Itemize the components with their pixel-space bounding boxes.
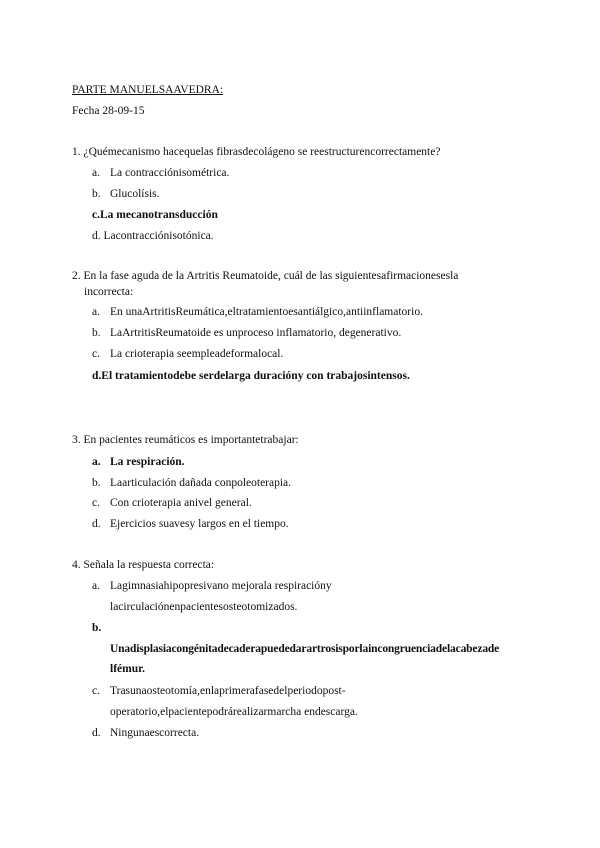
question-4-option-a bbox=[92, 579, 332, 593]
option-text: Ejercicios suavesy largos en el tiempo. bbox=[110, 518, 289, 530]
option-label: c. bbox=[92, 497, 100, 509]
option-text: Trasunaosteotomía,enlaprimerafasedelperiodopost- bbox=[110, 685, 346, 697]
option-text: En unaArtritisReumática,eltratamientoesantiálgico,antiinflamatorio. bbox=[110, 306, 423, 318]
question-4-option-b-label: b. bbox=[92, 622, 102, 634]
question-1-option-d: d. Lacontracciónisotónica. bbox=[92, 230, 214, 242]
option-text: Lagimnasiahipopresivano mejorala respiracióny bbox=[110, 580, 332, 592]
date-line: Fecha 28-09-15 bbox=[72, 105, 145, 117]
question-2-option-b bbox=[92, 326, 401, 340]
option-text: LaArtritisReumatoide es unproceso inflamatorio, degenerativo. bbox=[110, 327, 402, 339]
question-3-option-a-correct bbox=[92, 455, 185, 469]
option-label: b. bbox=[92, 188, 101, 200]
question-2-text-cont: incorrecta: bbox=[84, 286, 134, 298]
option-label: d. bbox=[92, 518, 101, 530]
question-2-option-d-correct: d.El tratamientodebe serdelarga duracióny con trabajosintensos. bbox=[92, 370, 410, 382]
option-label: a. bbox=[92, 580, 100, 592]
question-4-option-c-cont: operatorio,elpacientepodrárealizarmarcha endescarga. bbox=[110, 706, 358, 718]
option-label: b. bbox=[92, 477, 101, 489]
question-2-option-c bbox=[92, 347, 283, 361]
question-3-option-d bbox=[92, 517, 289, 531]
question-4-option-d bbox=[92, 726, 199, 740]
option-text: Glucolísis. bbox=[110, 188, 160, 200]
question-4-text: 4. Señala la respuesta correcta: bbox=[72, 559, 215, 571]
question-4-option-b-correct: Unadisplasiacongénitadecaderapuededarartrosisporlaincongruenciadelacabezade bbox=[110, 643, 500, 655]
question-4-option-b-cont: lfémur. bbox=[110, 663, 146, 675]
option-text: Laarticulación dañada conpoleoterapia. bbox=[110, 477, 292, 489]
question-1-option-a bbox=[92, 166, 229, 180]
question-1-option-b bbox=[92, 187, 160, 201]
option-label: a. bbox=[92, 167, 100, 179]
question-3-option-b bbox=[92, 476, 291, 490]
question-3-text: 3. En pacientes reumáticos es importantetrabajar: bbox=[72, 434, 299, 446]
option-label: a. bbox=[92, 456, 101, 468]
question-2-option-a bbox=[92, 305, 423, 319]
option-label: c. bbox=[92, 685, 100, 697]
question-2-text: 2. En la fase aguda de la Artritis Reumatoide, cuál de las siguientesafirmacionesesla bbox=[72, 270, 459, 282]
question-1-option-c-correct: c.La mecanotransducción bbox=[92, 209, 218, 221]
option-text: La crioterapia seempleadeformalocal. bbox=[110, 348, 284, 360]
question-4-option-c bbox=[92, 684, 346, 698]
option-label: c. bbox=[92, 348, 100, 360]
option-text: Con crioterapia anivel general. bbox=[110, 497, 252, 509]
option-label: a. bbox=[92, 306, 100, 318]
page-title: PARTE MANUELSAAVEDRA: bbox=[72, 84, 224, 96]
option-label: b. bbox=[92, 327, 101, 339]
option-label: d. bbox=[92, 727, 101, 739]
option-text: Ningunaescorrecta. bbox=[110, 727, 200, 739]
question-3-option-c bbox=[92, 496, 252, 510]
question-1-text: 1. ¿Quémecanismo hacequelas fibrasdecolágeno se reestructurencorrectamente? bbox=[72, 146, 441, 158]
question-4-option-a-cont: lacirculaciónenpacientesosteotomizados. bbox=[110, 601, 298, 613]
option-text: La contracciónisométrica. bbox=[110, 167, 230, 179]
option-text: La respiración. bbox=[110, 456, 185, 468]
